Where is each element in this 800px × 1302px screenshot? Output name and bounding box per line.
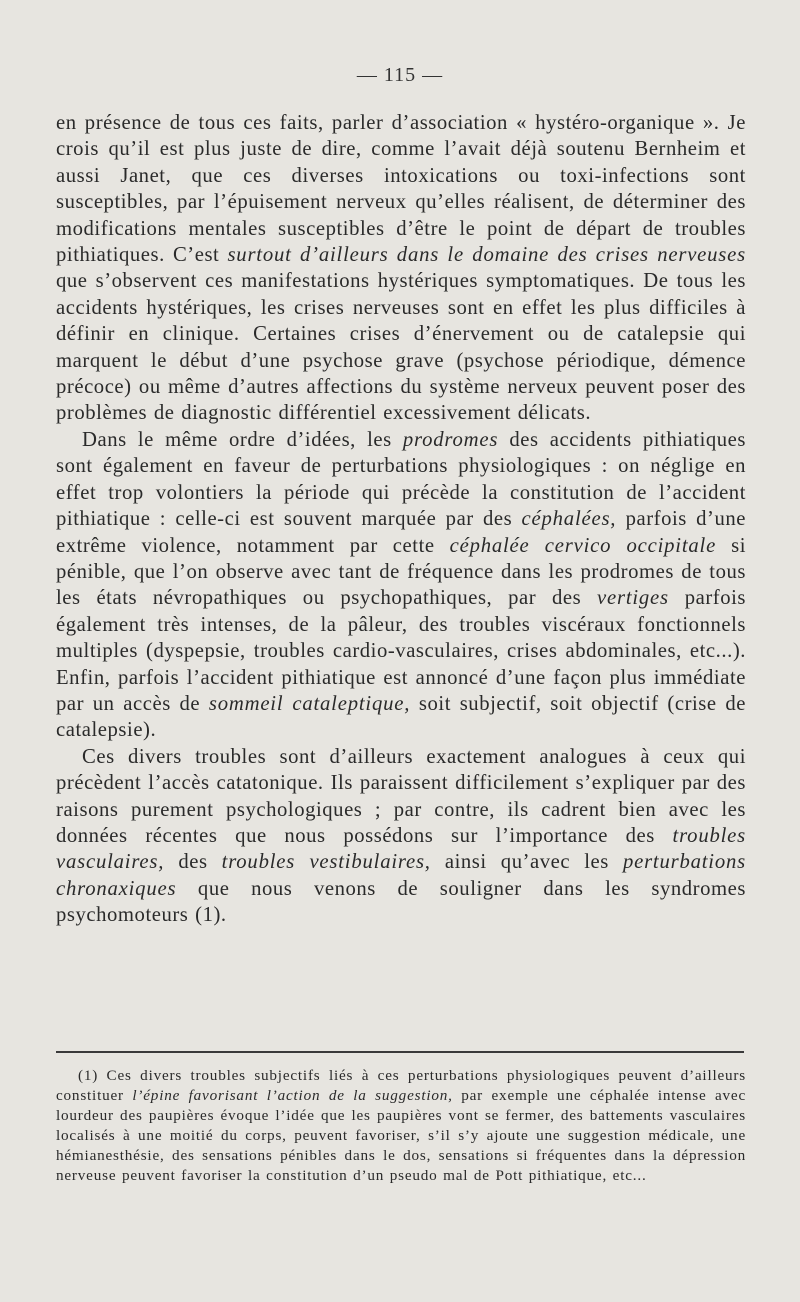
emphasis-troubles-vestibulaires: troubles vestibulaires, — [221, 851, 431, 874]
footnote-separator — [56, 1051, 744, 1053]
text-run: Dans le même ordre d’idées, les — [82, 428, 403, 451]
emphasis-perturbations: perturbations chronaxiques — [56, 851, 746, 900]
emphasis-sommeil: sommeil cataleptique, — [208, 692, 411, 715]
text-run: en présence de tous ces faits, parler d’association « hystéro-organique ». Je crois qu’il est plus juste de dire, comme l’avait déjà soutenu Bernheim et aussi Janet, que ces diverses intoxications ou toxi-infections sont susceptibles, par l’épuisement nerveux qu’elles réalisent, de déterminer des modifications mentales susceptibles d’être le point de départ de troubles pithiatiques. C’est — [56, 112, 746, 267]
text-run: si pénible, que l’on observe avec tant de fréquence dans les prodromes de tous les états névropathiques ou psychopathiques, par des — [56, 534, 747, 610]
paragraph-2 — [56, 427, 746, 744]
text-run: (1) Ces divers troubles subjectifs liés à ces perturbations physiologiques peuvent d’ailleurs constituer — [56, 1067, 746, 1104]
text-run: ainsi qu’avec les — [430, 851, 623, 874]
footnote-paragraph — [56, 1066, 746, 1185]
page-number: — 115 — — [356, 64, 444, 86]
text-run: parfois d’une extrême violence, notamment par cette — [56, 508, 746, 557]
emphasis-epine: l’épine favorisant l’action de la suggestion, — [132, 1086, 453, 1104]
emphasis-troubles-vasculaires: troubles vasculaires, — [56, 824, 746, 874]
emphasis-cephalees: céphalées, — [521, 508, 617, 531]
text-run: que nous venons de souligner dans les syndromes psychomoteurs (1). — [56, 877, 746, 927]
text-run: des accidents pithiatiques sont également en faveur de perturbations physiologiques : on néglige en effet trop volontiers la période qui précède la constitution de l’accident pithiatique : celle-ci est souvent marquée par des — [56, 428, 746, 531]
emphasis-crises-nerveuses: surtout d’ailleurs dans le domaine des crises nerveuses — [227, 244, 746, 267]
emphasis-cephalee-cervico: céphalée cervico occipitale — [449, 534, 717, 557]
footnote — [56, 1066, 746, 1185]
emphasis-vertiges: vertiges — [597, 587, 669, 610]
text-run: par exemple une céphalée intense avec lourdeur des paupières évoque l’idée que les paupières vont se fermer, des battements vasculaires localisés à une moitié du corps, peuvent favoriser, s’il s’y ajoute une suggestion médicale, une hémianesthésie, des sensations pénibles dans le dos, sensations si fréquentes dans la dépression nerveuse peuvent favoriser la constitution d’un pseudo mal de Pott pithiatique, etc... — [56, 1086, 746, 1184]
text-run: que s’observent ces manifestations hystériques symptomatiques. De tous les accidents hystériques, les crises nerveuses sont en effet les plus difficiles à définir en clinique. Certaines crises d’énervement ou de catalepsie qui marquent le début d’une psychose grave (psychose périodique, démence précoce) ou même d’autres affections du système nerveux peuvent poser des problèmes de diagnostic différentiel excessivement délicats. — [56, 270, 746, 425]
paragraph-1 — [56, 110, 746, 427]
paragraph-3 — [56, 744, 746, 929]
emphasis-prodromes: prodromes — [402, 428, 499, 451]
text-run: Ces divers troubles sont d’ailleurs exactement analogues à ceux qui précèdent l’accès catatonique. Ils paraissent difficilement s’expliquer par des raisons purement psychologiques ; par contre, ils cadrent bien avec les données récentes que nous possédons sur l’importance des — [56, 745, 746, 847]
text-run: parfois également très intenses, de la pâleur, des troubles viscéraux fonctionnels multiples (dyspepsie, troubles cardio-vasculaires, crises abdominales, etc...). Enfin, parfois l’accident pithiatique est annoncé d’une façon plus immédiate par un accès de — [56, 587, 746, 715]
main-text — [56, 110, 746, 929]
text-run: des — [164, 851, 222, 874]
text-run: soit subjectif, soit objectif (crise de catalepsie). — [56, 692, 746, 742]
